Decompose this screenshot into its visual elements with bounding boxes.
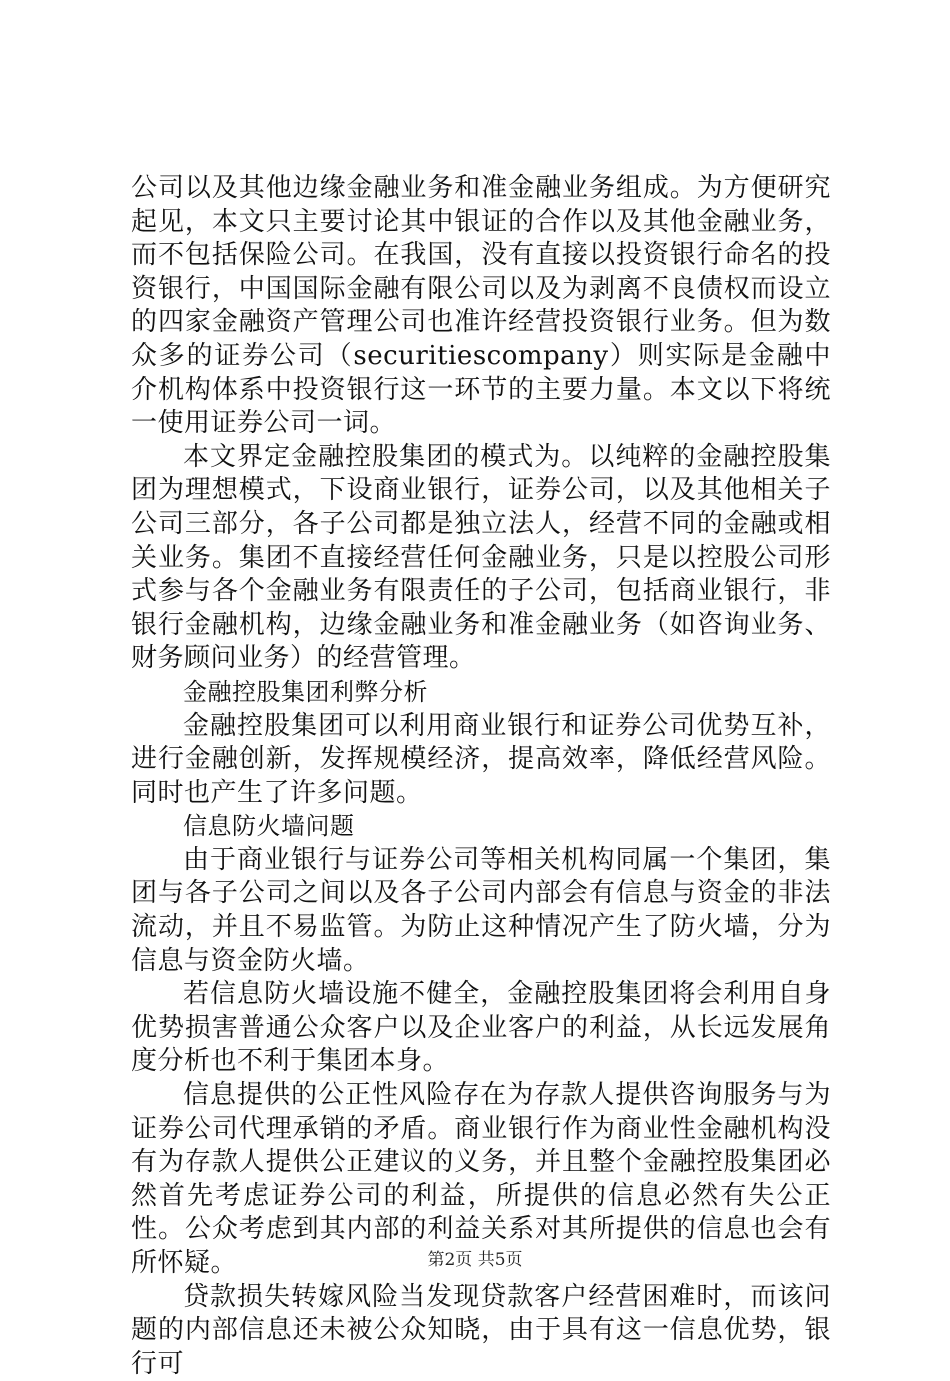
page-number-footer: 第2页 共5页 (427, 1250, 523, 1270)
paragraph-fairness-risk: 信息提供的公正性风险存在为存款人提供咨询服务与为证券公司代理承销的矛盾。商业银行作为商业性金融机构没有为存款人提供公正建议的义务，并且整个金融控股集团必然首先考虑证券公司的利益，所提供的信息必然有失公正性。公众考虑到其内部的利益关系对其所提供的信息也会有所怀疑。 (131, 1080, 831, 1278)
paragraph-firewall-intro: 由于商业银行与证券公司等相关机构同属一个集团，集团与各子公司之间以及各子公司内部会有信息与资金的非法流动，并且不易监管。为防止这种情况产生了防火墙，分为信息与资金防火墙。 (131, 844, 831, 976)
document-body (131, 172, 831, 1381)
paragraph-continuation: 公司以及其他边缘金融业务和准金融业务组成。为方便研究起见，本文只主要讨论其中银证的合作以及其他金融业务，而不包括保险公司。在我国，没有直接以投资银行命名的投资银行，中国国际金融有限公司以及为剥离不良债权而设立的四家金融资产管理公司也准许经营投资银行业务。但为数众多的证券公司（securitiescompany）则实际是金融中介机构体系中投资银行这一环节的主要力量。本文以下将统一使用证券公司一词。 (131, 173, 831, 439)
paragraph-loan-loss-risk: 贷款损失转嫁风险当发现贷款客户经营困难时，而该问题的内部信息还未被公众知晓，由于具有这一信息优势，银行可 (131, 1281, 831, 1379)
paragraph-model-definition: 本文界定金融控股集团的模式为。以纯粹的金融控股集团为理想模式，下设商业银行，证券公司，以及其他相关子公司三部分，各子公司都是独立法人，经营不同的金融或相关业务。集团不直接经营任何金融业务，只是以控股公司形式参与各个金融业务有限责任的子公司，包括商业银行，非银行金融机构，边缘金融业务和准金融业务（如咨询业务、财务顾问业务）的经营管理。 (131, 441, 831, 674)
paragraph-firewall-risk: 若信息防火墙设施不健全，金融控股集团将会利用自身优势损害普通公众客户以及企业客户的利益，从长远发展角度分析也不利于集团本身。 (131, 979, 831, 1077)
section-heading-firewall: 信息防火墙问题 (183, 812, 355, 841)
paragraph-pros-cons: 金融控股集团可以利用商业银行和证券公司优势互补，进行金融创新，发挥规模经济，提高效率，降低经营风险。同时也产生了许多问题。 (131, 710, 831, 808)
section-heading-pros-cons: 金融控股集团利弊分析 (183, 677, 428, 706)
